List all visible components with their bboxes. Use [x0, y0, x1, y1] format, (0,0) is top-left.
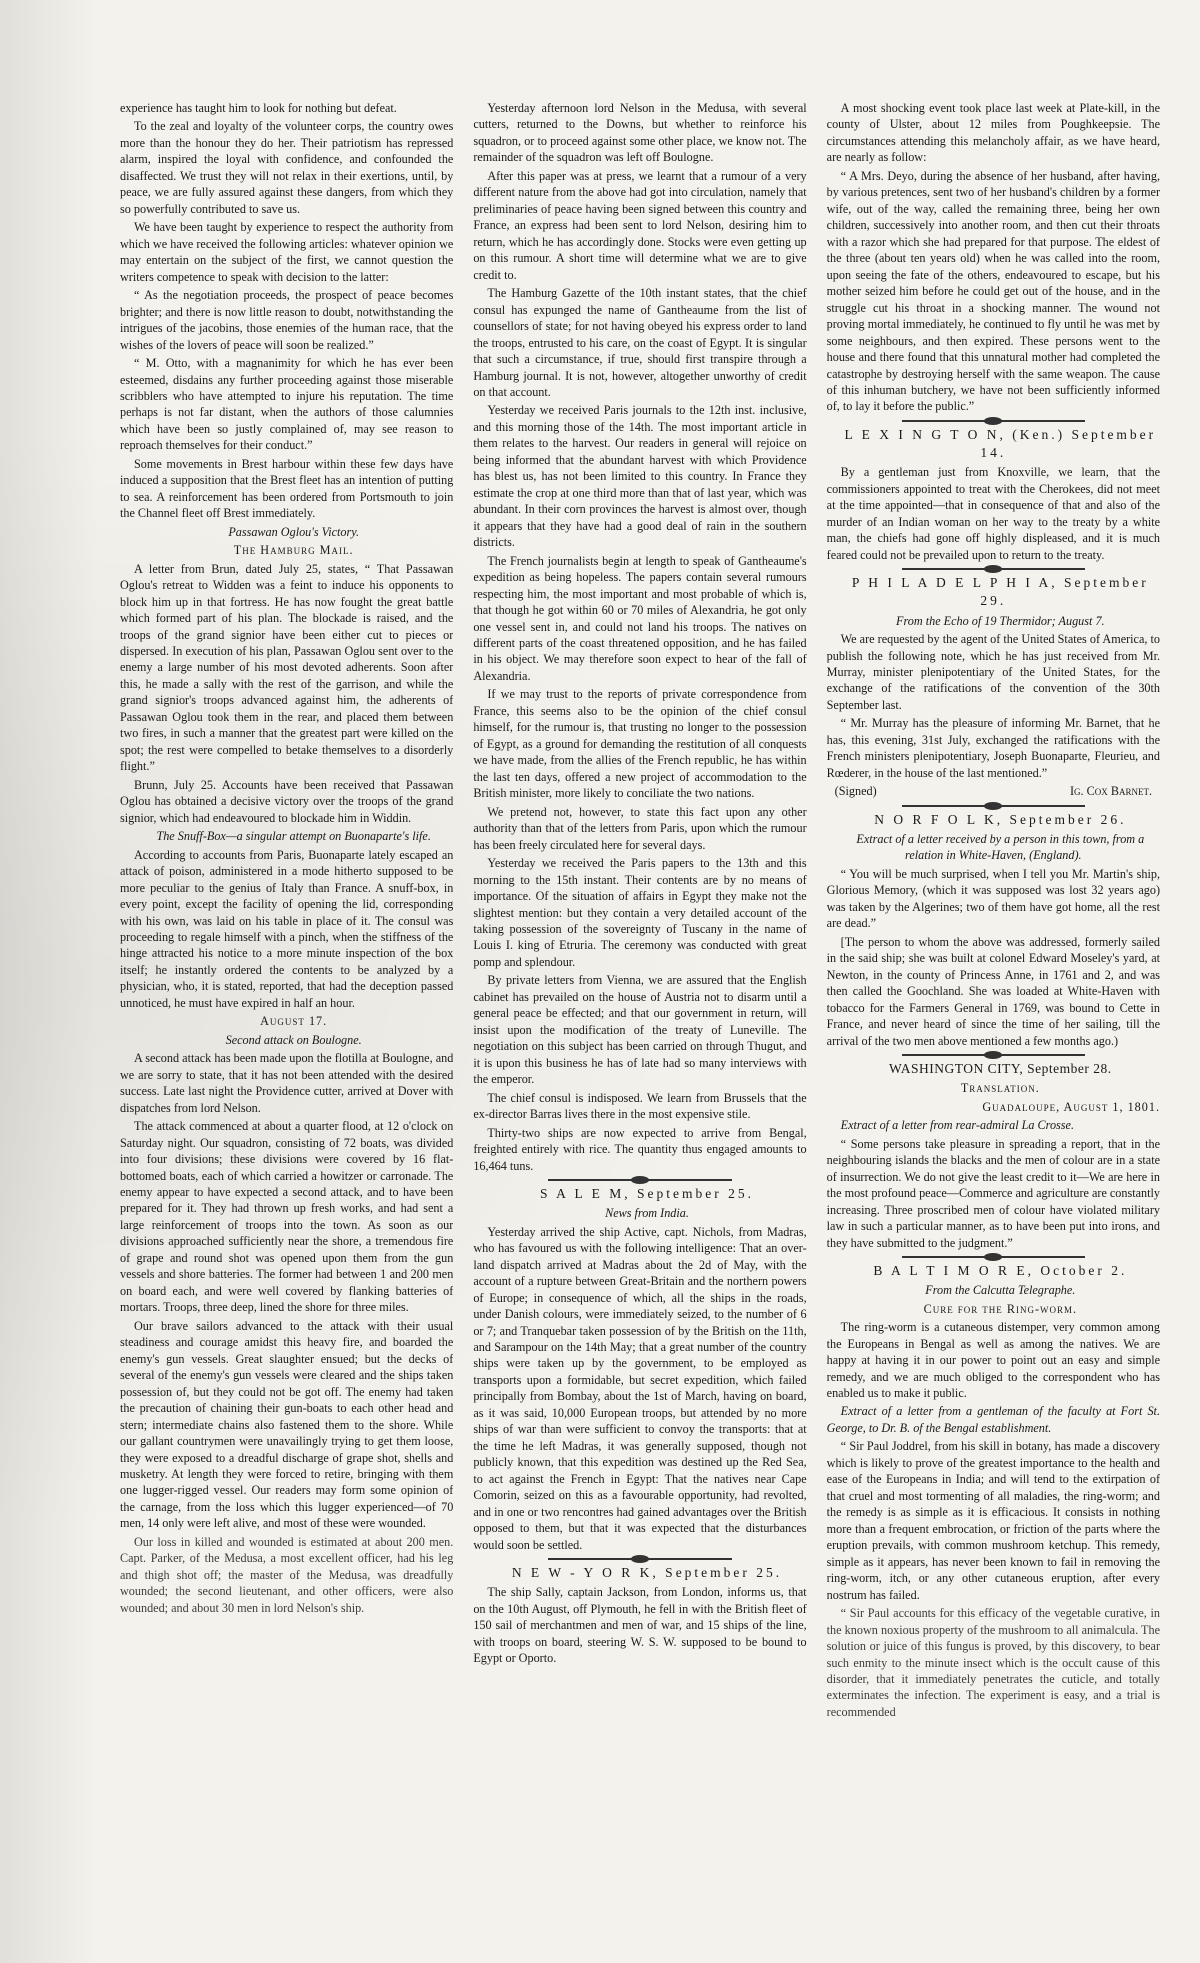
- article-heading: News from India.: [605, 1206, 689, 1221]
- article-heading: Extract of a letter from rear-admiral La Crosse.: [840, 1118, 1074, 1133]
- section-divider: [902, 805, 1085, 807]
- paragraph: “ Sir Paul Joddrel, from his skill in botany, has made a discovery which is likely to prove of the greatest importance to the health and ease of the Europeans in India; and will tend to the extirpation of that cruel and most tormenting of all maladies, the ring-worm; and the remedy is as simple as it is efficacious. It consists in nothing more than a frequent embrocation, or friction of the parts where the eruption prevails, with common mushroom ketchup. This remedy, simple as it appears, has never been known to fail in removing the ring-worm, itch, or any other cutaneous eruption, after every nostrum has failed.: [826, 1439, 1160, 1602]
- paragraph: Yesterday afternoon lord Nelson in the Medusa, with several cutters, returned to the Downs, but whether to reinforce his squadron, or to proceed against some other place, we know not. The remainder of the squadron was left off Boulogne.: [473, 101, 807, 165]
- article-heading: From the Calcutta Telegraphe.: [925, 1283, 1076, 1298]
- paragraph: We are requested by the agent of the United States of America, to publish the following note, which he has just received from Mr. Murray, minister plenipotentiary of the United States, for the exchange of the ratifications of the convention of the 30th September last.: [826, 632, 1160, 712]
- dateline: B A L T I M O R E, October 2.: [873, 1262, 1128, 1278]
- article-heading: The Hamburg Mail.: [233, 543, 354, 558]
- paragraph: We have been taught by experience to respect the authority from which we have received the following articles: whatever opinion we may entertain on the subject of the first, we cannot question the writers competence to speak with decision to the latter:: [120, 220, 454, 284]
- dateline: WASHINGTON CITY, September 28.: [889, 1061, 1112, 1077]
- dateline: P H I L A D E L P H I A, September 29.: [851, 575, 1149, 609]
- paragraph: Thirty-two ships are now expected to arrive from Bengal, freighted entirely with rice. The quantity thus engaged amounts to 16,464 tuns.: [473, 1125, 807, 1173]
- paragraph: “ M. Otto, with a magnanimity for which he has ever been esteemed, disdains any further proceeding against those miserable scribblers who have attempted to injure his reputation. The time perhaps is not far distant, when the authors of those calumnies which have been so justly complained of, may see reason to reproach themselves for their conduct.”: [120, 356, 454, 453]
- dateline: N O R F O L K, September 26.: [874, 811, 1127, 827]
- paragraph: A most shocking event took place last week at Plate-kill, in the county of Ulster, about 12 miles from Poughkeepsie. The circumstances attending this melancholy affair, as we have heard, are nearly as follow:: [826, 101, 1160, 165]
- paragraph: The ship Sally, captain Jackson, from London, informs us, that on the 10th August, off Plymouth, he fell in with the British fleet of 150 sail of merchantmen and men of war, and 15 ships of the line, with troops on board, steering W. S. W. supposed to be bound to Egypt or Oporto.: [473, 1585, 807, 1666]
- paragraph: To the zeal and loyalty of the volunteer corps, the country owes more than the honour they do her. Their patriotism has repressed alarm, inspired the loyal with confidence, and confounded the disaffected. We trust they will not relax in their exertions, until, by peace, we are fully assured against these dangers, from which they so powerfully contributed to save us.: [120, 119, 454, 216]
- paragraph: “ A Mrs. Deyo, during the absence of her husband, after having, by various pretences, sent two of her husband's children by a former wife, out of the way, called the remaining three, being her own children, successively into another room, and then cut their throats with a razor which she had prepared for that purpose. The eldest of the three (about ten years old) when he was called into the room, upon seeing the fate of the others, endeavoured to escape, but his mother seized him before he could get out of the house, and in the struggle cut his throat in a shocking manner. The wound not proving mortal immediately, he continued to fly until he was met by some neighbours, and then expired. These persons went to the house and there found that this unnatural mother had completed the catastrophe by destroying herself with the same weapon. The cause of this inhuman butchery, we have not been sufficiently informed of, to lay it before the public.”: [826, 168, 1160, 414]
- paragraph: Yesterday arrived the ship Active, capt. Nichols, from Madras, who has favoured us with the following intelligence: That an over-land dispatch arrived at Madras about the 2d of May, with the account of a rupture between Great-Britain and the northern powers of Europe; in consequence of which, all the ships in the roads, under Danish colours, were immediately seized, to the number of 6 or 7; and Tranquebar taken possession of by the British on the 11th, and Sarampour on the 14th May; that a great number of the country ships were taken up by the government, to be employed as transports upon a formidable, but secret expedition, which failed principally from Bombay, about the 1st of March, having on board, as it was said, 10,000 European troops, but attended by no more ships of war than were sufficient to convoy the transports: that at the time he left Madras, it was generally supposed, though not publicly known, that this expedition was destined up the Red Sea, to act against the French in Egypt: That the natives near Cape Comorin, seized on this as a favourable opportunity, had revolted, and in one or two rencontres had gained advantages over the British opposed to them, but that it was expected that the disturbances would soon be settled.: [473, 1224, 807, 1552]
- section-divider: [902, 420, 1085, 422]
- paragraph: By private letters from Vienna, we are assured that the English cabinet has prevailed on the house of Austria not to disarm until a general peace be effected; and that our government in return, will insist upon the modification of the treaty of Luneville. The negotiation on this subject has been carried on through Thugut, and it is upon this business he has of late had so many interviews with the emperor.: [473, 973, 807, 1087]
- paragraph: “ Some persons take pleasure in spreading a report, that in the neighbouring islands the blacks and the men of colour are in a state of insurrection. We do not give the least credit to it—We are here in the most profound peace—Commerce and agriculture are constantly increasing. Three proscribed men of colour have violated military law in such a particular manner, as to have been put into irons, and they have submitted to the judgment.”: [826, 1136, 1160, 1250]
- paragraph: [The person to whom the above was addressed, formerly sailed in the said ship; she was built at colonel Edward Moseley's yard, at Newton, in the county of Princess Anne, in 1761 and 2, and was then called the Goochland. She was loaded at White-Haven with tobacco for the Farmers General in 1769, was bound to Cette in France, and never heard of since the time of her sailing, till the arrival of the two men above mentioned a few months ago.): [826, 934, 1160, 1048]
- paragraph: “ As the negotiation proceeds, the prospect of peace becomes brighter; and there is now little reason to doubt, notwithstanding the intrigues of the jacobins, those enemies of the human race, that the wishes of the lovers of peace will soon be realized.”: [120, 288, 454, 352]
- paragraph: Some movements in Brest harbour within these few days have induced a supposition that the Brest fleet has an intention of putting to sea. A reinforcement has been ordered from Portsmouth to join the Channel fleet off Brest immediately.: [120, 456, 454, 521]
- article-heading: Passawan Oglou's Victory.: [228, 524, 359, 539]
- column-1: [120, 100, 453, 1933]
- paragraph: By a gentleman just from Knoxville, we learn, that the commissioners appointed to treat with the Cherokees, did not meet at the time appointed—that in consequence of that and also of the murder of an Indian woman on her way to the treaty by a white man, the chiefs had gone off highly displeased, and it is much feared could not be prevailed upon to return to the treaty.: [826, 465, 1160, 562]
- paragraph: The French journalists begin at length to speak of Gantheaume's expedition as being hopeless. The papers contain several rumours respecting him, the most important and most probable of which is, that though he got within 60 or 70 miles of Alexandria, he got only one vessel sent in, and could not land his troops. The natives on different parts of the coast threatened opposition, and he has failed in his object. We may therefore soon expect to hear of the fall of Alexandria.: [473, 553, 807, 683]
- article-heading: From the Echo of 19 Thermidor; August 7.: [896, 613, 1105, 628]
- dateline: L E X I N G T O N, (Ken.) September 14.: [844, 426, 1157, 461]
- section-divider: [902, 1054, 1085, 1056]
- article-heading: The Snuff-Box—a singular attempt on Buonaparte's life.: [156, 829, 431, 844]
- paragraph: A letter from Brun, dated July 25, states, “ That Passawan Oglou's retreat to Widden was a feint to induce his opponents to block him up in that fortress. He has now fought the great battle which formed part of his plan. The blockade is raised, and the troops of the grand signior have been either cut to pieces or dispersed. In execution of his plan, Passawan Oglou sent over to the enemy a large number of his most devoted adherents. Soon after this, he made a sally with the rest of the garrison, and while the grand signior's troops advanced against him, the adherents of Passawan Oglou took them in the rear, and placed them between two fires, in such a manner that the greatest part were killed on the spot; the rest were compelled to betake themselves to a disorderly flight.”: [120, 561, 454, 774]
- signature-name: Ig. Cox Barnet.: [1070, 784, 1152, 799]
- paragraph: “ You will be much surprised, when I tell you Mr. Martin's ship, Glorious Memory, (which it was supposed was lost 32 years ago) was taken by the Algerines; two of them have got home, all the rest are dead.”: [826, 866, 1160, 931]
- signature-label: (Signed): [834, 784, 877, 799]
- paragraph: Our brave sailors advanced to the attack with their usual steadiness and courage amidst this heavy fire, and boarded the enemy's gun vessels. Great slaughter ensued; but the decks of several of the enemy's gun vessels were cleared and the ships taken possession of, but they could not be got off. The enemy had taken the precaution of chaining their gun-boats to each other head and stern; intermediate chains also fastened them to the shore. While our gallant countrymen were unavailingly trying to get them loose, they were exposed to a dreadful discharge of grape shot, shells and musketry. At length they were forced to retire, bringing with them one lugger-rigged vessel. Our readers may form some opinion of the carnage, from the loss which this lugger experienced—of 70 men, 14 only were left alive, and most of these were wounded.: [120, 1318, 454, 1531]
- dateline: N E W - Y O R K, September 25.: [511, 1565, 783, 1581]
- paragraph: The Hamburg Gazette of the 10th instant states, that the chief consul has expunged the name of Gantheaume from the list of counsellors of state; for not having obeyed his express order to land the troops, entrusted to his care, on the coast of Egypt. It is singular that such a circumstance, if true, should first transpire through a Hamburg journal. It is not, however, altogether unworthy of credit on that account.: [473, 286, 807, 399]
- paragraph: Our loss in killed and wounded is estimated at about 200 men. Capt. Parker, of the Medusa, a most excellent officer, had his leg and thigh shot off; the master of the Medusa, was dreadfully wounded; the second lieutenant, and other officers, were also wounded; and about 30 men in lord Nelson's ship.: [120, 1534, 454, 1615]
- paragraph: A second attack has been made upon the flotilla at Boulogne, and we are sorry to state, that it has not been attended with the desired success. Late last night the Providence cutter, arrived at Dover with dispatches from lord Nelson.: [120, 1051, 454, 1115]
- dateline: August 17.: [260, 1014, 328, 1029]
- article-heading: Translation.: [960, 1081, 1040, 1096]
- paragraph: Yesterday we received the Paris papers to the 13th and this morning to the 15th instant. Their contents are by no means of importance. Of the situation of affairs in Egypt they make not the slightest mention: but they contain a very detailed account of the taking possession of the sovereignty of Tuscany in the name of Louis I. king of Etruria. The ceremony was conducted with great pomp and splendour.: [473, 856, 807, 969]
- column-2: [473, 100, 806, 1933]
- section-divider: [548, 1558, 731, 1560]
- article-heading: Cure for the Ring-worm.: [923, 1301, 1078, 1316]
- paragraph: Yesterday we received Paris journals to the 12th inst. inclusive, and this morning those of the 14th. The most important article in them relates to the harvest. Our readers in general will rejoice on being informed that the abundant harvest with which Providence has blest us, has not been limited to this country. In France they estimate the crop at one third more than that of last year, which was abundant. In their corn provinces the harvest is almost over, though it appears that they have had a good deal of rain in the southern districts.: [473, 403, 807, 550]
- paragraph: The chief consul is indisposed. We learn from Brussels that the ex-director Barras lives there in the most expensive stile.: [473, 1090, 807, 1122]
- paragraph: We pretend not, however, to state this fact upon any other authority than that of the letters from Paris, upon which the rumour has been freely circulated here for several days.: [473, 804, 807, 852]
- article-heading: Second attack on Boulogne.: [225, 1032, 362, 1047]
- section-divider: [548, 1179, 731, 1181]
- column-3: [827, 100, 1160, 1933]
- signature-line: [827, 783, 1160, 799]
- paragraph: After this paper was at press, we learnt that a rumour of a very different nature from the above had got into circulation, namely that preliminaries of peace having been signed between this country and France, an express had been sent to lord Nelson, desiring him to return, which he has accordingly done. Stocks were even getting up on this rumour. A short time will determine what we are to give credit to.: [473, 168, 807, 282]
- paragraph: The attack commenced at about a quarter flood, at 12 o'clock on Saturday night. Our squadron, consisting of 72 boats, was divided into four divisions; these divisions were covered by 16 flat-bottomed boats, each of which carried a howitzer or carronade. The enemy appear to have expected a second attack, and to have been prepared for it. They had thrown up fresh works, and had sent a large reinforcement of troops into the town. As soon as our divisions approached sufficiently near the shore, a tremendous fire of grape and round shot was opened upon them from the gun vessels and shore batteries. The former had between 1 and 200 men on board each, and were well covered by flanking batteries of mortars. Troops, three deep, lined the shore for three miles.: [120, 1119, 454, 1315]
- paragraph: experience has taught him to look for nothing but defeat.: [120, 101, 397, 115]
- binding-shadow: [0, 0, 100, 1963]
- dateline: S A L E M, September 25.: [539, 1186, 754, 1201]
- paragraph: If we may trust to the reports of private correspondence from France, this seems also to be the opinion of the chief consul himself, for the rumour is, that trusting no longer to the possession of Egypt, as a ground for demanding the restitution of all conquests we have made, from the allies of the French republic, he has within the last ten days, offered a new project of accommodation to the British minister, more likely to conciliate the two nations.: [473, 687, 807, 801]
- paragraph: “ Mr. Murray has the pleasure of informing Mr. Barnet, that he has, this evening, 31st July, exchanged the ratifications with the French ministers plenipotentiary, Joseph Buonaparte, Fleurieu, and Rœderer, in the house of the last mentioned.”: [826, 716, 1160, 780]
- paragraph: The ring-worm is a cutaneous distemper, very common among the Europeans in Bengal as well as among the natives. We are happy at having it in our power to point out an easy and simple remedy, and we are much obliged to the correspondent who has enabled us to make it public.: [826, 1320, 1160, 1400]
- article-heading: Extract of a letter received by a person in this town, from a relation in White-Haven, (England).: [856, 831, 1145, 863]
- column-grid: [120, 100, 1160, 1933]
- article-heading: Extract of a letter from a gentleman of the faculty at Fort St. George, to Dr. B. of the Bengal establishment.: [826, 1404, 1160, 1435]
- section-divider: [902, 568, 1085, 570]
- dateline: Guadaloupe, August 1, 1801.: [982, 1099, 1160, 1114]
- paragraph: “ Sir Paul accounts for this efficacy of the vegetable curative, in the known noxious property of the mushroom to all animalcula. The solution or juice of this fungus is proved, by this discovery, to bear such enmity to the minute insect which is the occult cause of this disorder, that it immediately penetrates the cuticle, and totally exterminates the infection. The experiment is easy, and a trial is recommended: [826, 1606, 1160, 1719]
- paragraph: Brunn, July 25. Accounts have been received that Passawan Oglou has obtained a decisive victory over the troops of the grand signior, which had endeavoured to blockade him in Widdin.: [120, 777, 454, 825]
- paragraph: According to accounts from Paris, Buonaparte lately escaped an attack of poison, administered in a mode hitherto supposed to be more peculiar to the genius of Italy than France. A snuff-box, in every point, except the facility of opening the lid, corresponding with his own, was laid on his table in place of it. The consul was proceeding to regale himself with a pinch, when the stiffness of the hinge attracted his notice to a more minute inspection of the box itself; he instantly ordered the contents to be analyzed by a physician, who, it is stated, reported, that had the deception passed unnoticed, he must have expired in half an hour.: [120, 847, 454, 1010]
- section-divider: [902, 1256, 1085, 1258]
